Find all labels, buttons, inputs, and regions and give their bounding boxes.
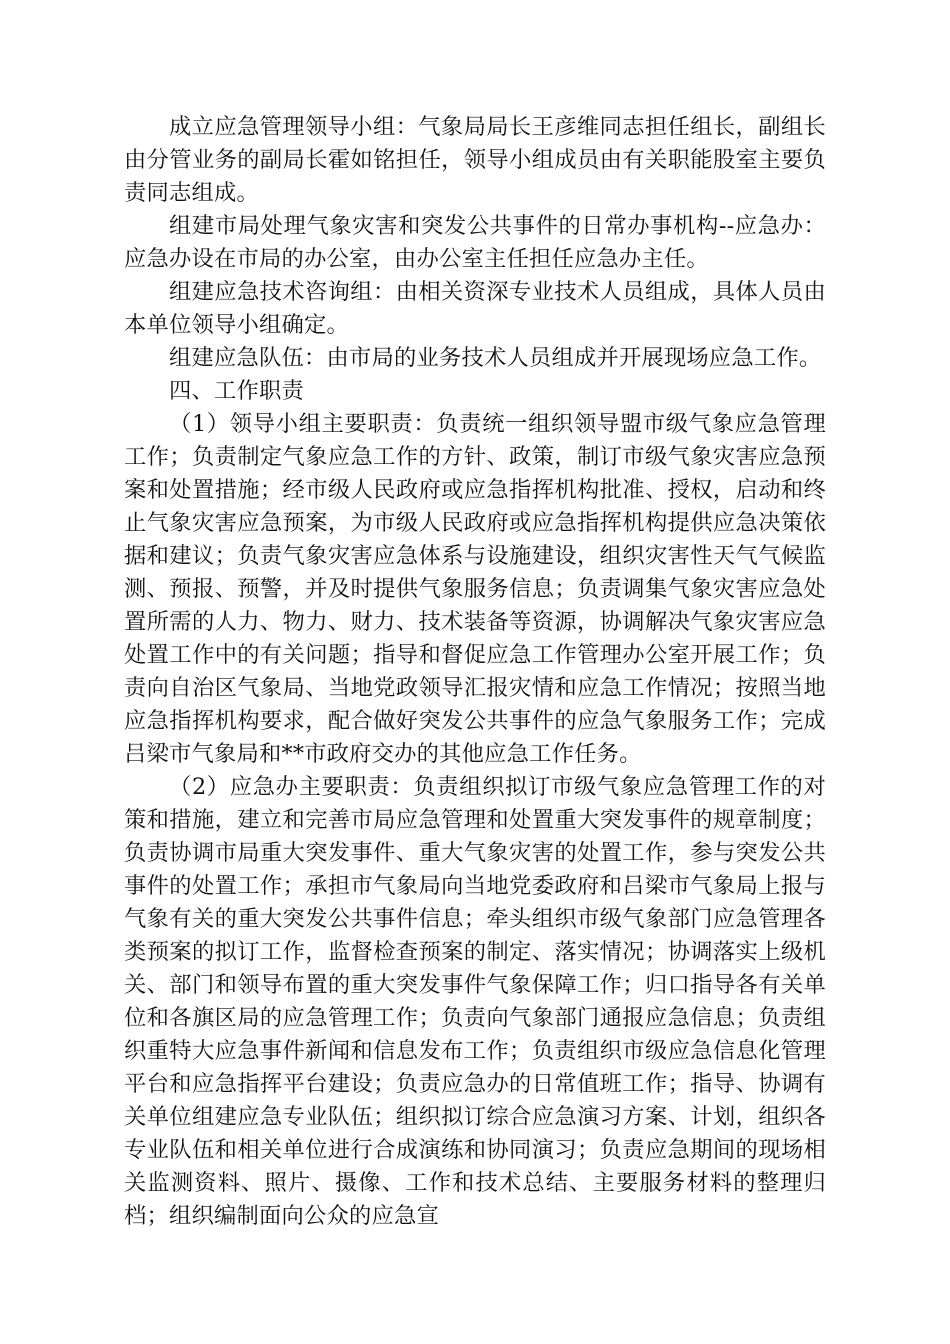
paragraph-office-duties: （2）应急办主要职责：负责组织拟订市级气象应急管理工作的对策和措施，建立和完善市局应急管理和处置重大突发事件的规章制度；负责协调市局重大突发事件、重大气象灾害的处置工作，参与突发公共事件的处置工作；承担市气象局向当地党委政府和吕梁市气象局上报与气象有关的重大突发公共事件信息；牵头组织市级气象部门应急管理各类预案的拟订工作，监督检查预案的制定、落实情况；协调落实上级机关、部门和领导布置的重大突发事件气象保障工作；归口指导各有关单位和各旗区局的应急管理工作；负责向气象部门通报应急信息；负责组织重特大应急事件新闻和信息发布工作；负责组织市级应急信息化管理平台和应急指挥平台建设；负责应急办的日常值班工作；指导、协调有关单位组建应急专业队伍；组织拟订综合应急演习方案、计划，组织各专业队伍和相关单位进行合成演练和协同演习；负责应急期间的现场相关监测资料、照片、摄像、工作和技术总结、主要服务材料的整理归档；组织编制面向公众的应急宣 xyxy=(124,774,826,1229)
paragraph-consulting-group: 组建应急技术咨询组：由相关资深专业技术人员组成，具体人员由本单位领导小组确定。 xyxy=(124,279,826,338)
paragraph-leadership-duties: （1）领导小组主要职责：负责统一组织领导盟市级气象应急管理工作；负责制定气象应急工作的方针、政策，制订市级气象灾害应急预案和处置措施；经市级人民政府或应急指挥机构批准、授权，启动和终止气象灾害应急预案，为市级人民政府或应急指挥机构提供应急决策依据和建议；负责气象灾害应急体系与设施建设，组织灾害性天气气候监测、预报、预警，并及时提供气象服务信息；负责调集气象灾害应急处置所需的人力、物力、财力、技术装备等资源，协调解决气象灾害应急处置工作中的有关问题；指导和督促应急工作管理办公室开展工作；负责向自治区气象局、当地党政领导汇报灾情和应急工作情况；按照当地应急指挥机构要求，配合做好突发公共事件的应急气象服务工作；完成吕梁市气象局和**市政府交办的其他应急工作任务。 xyxy=(124,411,826,767)
paragraph-emergency-office: 组建市局处理气象灾害和突发公共事件的日常办事机构--应急办：应急办设在市局的办公室，由办公室主任担任应急办主任。 xyxy=(124,213,826,272)
paragraph-leadership-group: 成立应急管理领导小组：气象局局长王彦维同志担任组长，副组长由分管业务的副局长霍如铭担任，领导小组成员由有关职能股室主要负责同志组成。 xyxy=(124,114,826,206)
section-heading-duties: 四、工作职责 xyxy=(169,378,304,404)
paragraph-emergency-team: 组建应急队伍：由市局的业务技术人员组成并开展现场应急工作。 xyxy=(169,345,822,371)
